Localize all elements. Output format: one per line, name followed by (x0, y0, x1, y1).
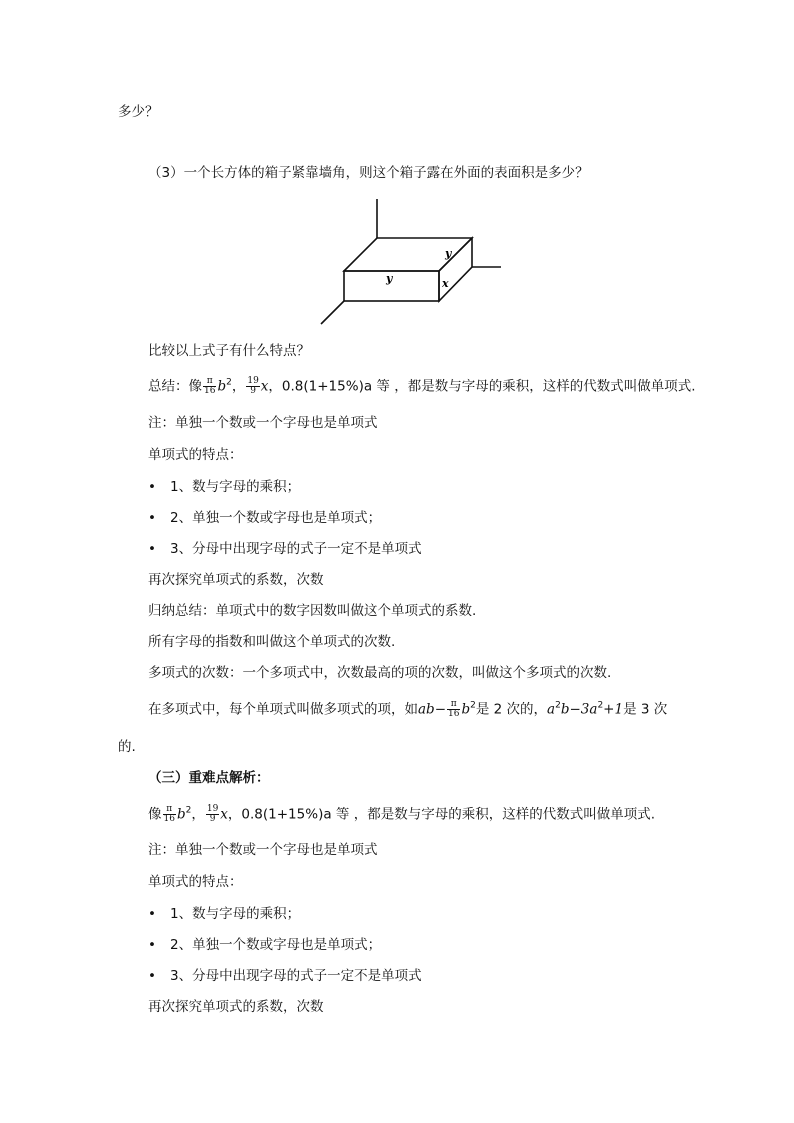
compare-question: 比较以上式子有什么特点？ (148, 343, 310, 359)
exp-2: 2 (470, 700, 476, 711)
wall-edge-left (321, 301, 344, 324)
label-y-top: y (445, 247, 452, 260)
comma: ， (227, 806, 242, 823)
sep: ， (231, 378, 246, 395)
minus: − (434, 701, 447, 718)
19-over-9-fraction: $\frac{19}{9}$ (206, 804, 219, 824)
question-3: （3）一个长方体的箱子紧靠墙角，则这个箱子露在外面的表面积是多少？ (148, 165, 589, 181)
term-ab: ab (418, 701, 435, 718)
feature-2-2: • 2、单独一个数或字母也是单项式； (148, 937, 382, 953)
exp-2: 2 (555, 700, 561, 711)
feature-1-3: • 3、分母中出现字母的式子一定不是单项式 (148, 541, 422, 557)
summary1-tail: 等 ，都是数与字母的乘积，这样的代数式叫做单项式. (372, 378, 696, 395)
feature-1-1: • 1、数与字母的乘积； (148, 479, 301, 495)
summary1-lead: 总结：像 (148, 378, 202, 395)
summary2-lead: 像 (148, 806, 162, 823)
note-2: 注：单独一个数或一个字母也是单项式 (148, 842, 378, 858)
var-a: a (547, 701, 556, 718)
section-3-heading: （三）重难点解析： (148, 770, 270, 786)
expr: 0.8(1+15%)a (241, 806, 332, 823)
var-b: b (217, 378, 227, 395)
bullet-icon: • (148, 906, 156, 922)
comma: ， (268, 378, 282, 395)
exp-2: 2 (226, 377, 232, 388)
feature-2-3: • 3、分母中出现字母的式子一定不是单项式 (148, 968, 422, 984)
sep: ， (191, 806, 205, 823)
label-y-front: y (386, 272, 393, 285)
bullet-icon: • (148, 510, 156, 526)
var-x: x (260, 378, 269, 395)
box-side-face (439, 238, 472, 301)
poly-lead: 在多项式中，每个单项式叫做多项式的项，如 (148, 701, 418, 718)
pi-over-16-fraction: $\frac{\pi}{16}$ (204, 376, 216, 396)
var-b: b (461, 701, 471, 718)
19-over-9-fraction: $\frac{19}{9}$ (247, 376, 259, 396)
text-top-fragment: 多少？ (118, 104, 159, 120)
poly-mid: 是 2 次的， (475, 701, 548, 718)
box-top-face (344, 238, 472, 271)
explore-2: 再次探究单项式的系数，次数 (148, 999, 324, 1015)
feature-1-2: • 2、单独一个数或字母也是单项式； (148, 510, 382, 526)
features-title-1: 单项式的特点： (148, 447, 243, 463)
bullet-icon: • (148, 479, 156, 495)
poly-end: 的. (118, 739, 136, 755)
feature-2-1: • 1、数与字母的乘积； (148, 906, 301, 922)
var-b: b (560, 701, 570, 718)
poly-tail: 是 3 次 (623, 701, 668, 718)
bullet-icon: • (148, 541, 156, 557)
features-title-2: 单项式的特点： (148, 874, 243, 890)
box-figure (315, 195, 515, 330)
plus-one: +1 (603, 701, 624, 718)
bullet-icon: • (148, 937, 156, 953)
pi-over-16-fraction: $\frac{\pi}{16}$ (448, 699, 460, 719)
var-b: b (176, 806, 186, 823)
summary2-tail: 等 ，都是数与字母的乘积，这样的代数式叫做单项式. (331, 806, 655, 823)
explore-1: 再次探究单项式的系数，次数 (148, 572, 324, 588)
pi-over-16-fraction: $\frac{\pi}{16}$ (163, 804, 175, 824)
induction-summary: 归纳总结：单项式中的数字因数叫做这个单项式的系数. (148, 603, 477, 619)
var-x: x (220, 806, 228, 823)
term-3a: −3a (569, 701, 598, 718)
label-x: x (442, 277, 449, 290)
degree-definition: 所有字母的指数和叫做这个单项式的次数. (148, 634, 396, 650)
poly-degree-definition: 多项式的次数：一个多项式中，次数最高的项的次数，叫做这个多项式的次数. (148, 665, 612, 681)
poly-example-line (148, 700, 667, 719)
exp-2: 2 (185, 805, 192, 816)
summary-1 (148, 377, 695, 396)
bullet-icon: • (148, 968, 156, 984)
note-1: 注：单独一个数或一个字母也是单项式 (148, 415, 378, 431)
exp-2: 2 (597, 700, 604, 711)
summary-2 (148, 805, 655, 824)
expr: 0.8(1+15%)a (281, 378, 373, 395)
